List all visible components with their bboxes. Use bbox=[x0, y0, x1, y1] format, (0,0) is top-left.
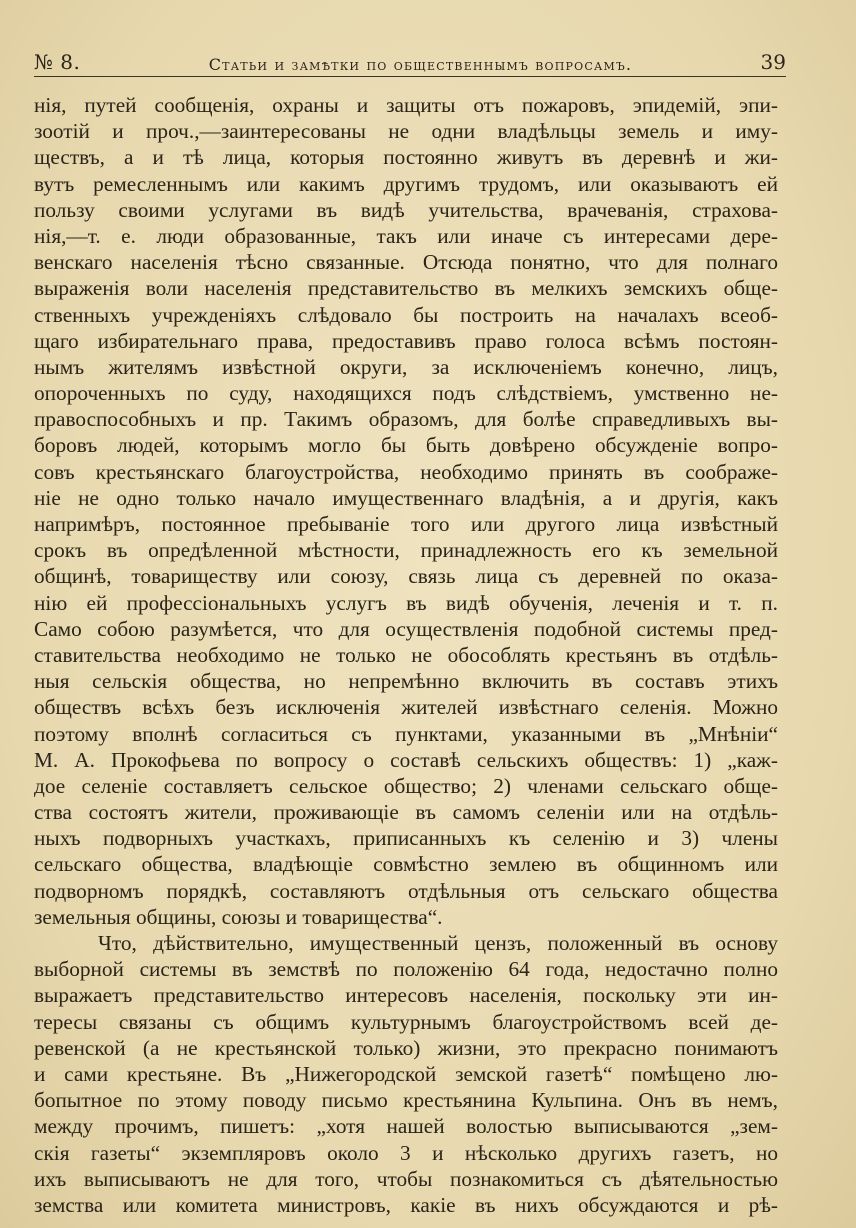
text-line: нымъ жителямъ извѣстной округи, за исключеніемъ конечно, лицъ, bbox=[34, 354, 778, 379]
text-line: ихъ выписываютъ не для того, чтобы познакомиться съ дѣятельностью bbox=[34, 1166, 778, 1191]
text-line: ревенской (а не крестьянской только) жизни, это прекрасно понимаютъ bbox=[34, 1035, 778, 1060]
text-line: ныхъ подворныхъ участкахъ, приписанныхъ къ селенію и 3) члены bbox=[34, 826, 778, 851]
text-line: и сами крестьяне. Въ „Нижегородской земской газетѣ“ помѣщено лю- bbox=[34, 1061, 778, 1086]
text-line: ственныхъ учрежденіяхъ слѣдовало бы построить на началахъ всеоб- bbox=[34, 302, 778, 327]
text-line: нію ей профессіональныхъ услугъ въ видѣ обученія, леченія и т. п. bbox=[34, 590, 778, 615]
text-line: бопытное по этому поводу письмо крестьянина Кульпина. Онъ въ немъ, bbox=[34, 1088, 778, 1113]
text-line: зоотій и проч.,—заинтересованы не одни владѣльцы земель и иму- bbox=[34, 119, 778, 144]
text-line: срокъ въ опредѣленной мѣстности, принадлежность его къ земельной bbox=[34, 538, 778, 563]
text-line: Само собою разумѣется, что для осуществленія подобной системы пред- bbox=[34, 616, 778, 641]
text-line: земства или комитета министровъ, какіе въ нихъ обсуждаются и рѣ- bbox=[34, 1192, 778, 1217]
text-line: М. А. Прокофьева по вопросу о составѣ сельскихъ обществъ: 1) „каж- bbox=[34, 747, 778, 772]
text-line: нія,—т. е. люди образованные, такъ или иначе съ интересами дере- bbox=[34, 223, 778, 248]
text-line: ніе не одно только начало имущественнаго владѣнія, а и другія, какъ bbox=[34, 485, 778, 510]
text-line: напримѣръ, постоянное пребываніе того или другого лица извѣстный bbox=[34, 512, 778, 536]
text-line: ныя сельскія общества, но непремѣнно включить въ составъ этихъ bbox=[34, 669, 778, 694]
text-line: выраженія воли населенія представительство въ мелкихъ земскихъ обще- bbox=[34, 276, 778, 301]
text-line: Что, дѣйствительно, имущественный цензъ, положенный въ основу bbox=[98, 931, 778, 955]
header-rule bbox=[34, 76, 786, 77]
text-line: правоспособныхъ и пр. Такимъ образомъ, для болѣе справедливыхъ вы- bbox=[34, 407, 778, 432]
text-line: ставительства необходимо не только не обособлять крестьянъ въ отдѣль- bbox=[34, 642, 778, 667]
text-line: выборной системы въ земствѣ по положенію 64 года, недостачно полно bbox=[34, 957, 778, 982]
text-line: ства состоятъ жители, проживающіе въ самомъ селеніи или на отдѣль- bbox=[34, 800, 778, 825]
text-line: обществъ всѣхъ безъ исключенія жителей извѣстнаго селенія. Можно bbox=[34, 695, 778, 720]
body-text bbox=[34, 92, 778, 1218]
text-line: выражаетъ представительство интересовъ населенія, поскольку эти ин- bbox=[34, 983, 778, 1008]
text-line: пользу своими услугами въ видѣ учительства, врачеванія, страхова- bbox=[34, 197, 778, 222]
text-line: сельскаго общества, владѣющіе совмѣстно землею въ общинномъ или bbox=[34, 852, 778, 877]
text-line: совъ крестьянскаго благоустройства, необходимо принять въ соображе- bbox=[34, 459, 778, 484]
text-line: боровъ людей, которымъ могло бы быть довѣрено обсужденіе вопро- bbox=[34, 433, 778, 458]
text-line: скія газеты“ экземпляровъ около 3 и нѣсколько другихъ газетъ, но bbox=[34, 1140, 778, 1165]
page-number: 39 bbox=[760, 50, 786, 74]
text-line: щаго избирательнаго права, предоставивъ право голоса всѣмъ постоян- bbox=[34, 328, 778, 353]
text-line: вутъ ремесленнымъ или какимъ другимъ трудомъ, или оказываютъ ей bbox=[34, 171, 778, 196]
text-line: нія, путей сообщенія, охраны и защиты отъ пожаровъ, эпидемій, эпи- bbox=[34, 93, 778, 117]
running-header bbox=[34, 44, 786, 74]
text-line: поэтому вполнѣ согласиться съ пунктами, указанными въ „Мнѣніи“ bbox=[34, 721, 778, 746]
text-line: дое селеніе составляетъ сельское общество; 2) членами сельскаго обще- bbox=[34, 773, 778, 798]
text-line: между прочимъ, пишетъ: „хотя нашей волостью выписываются „зем- bbox=[34, 1114, 778, 1139]
text-line: земельныя общины, союзы и товарищества“. bbox=[34, 904, 443, 929]
text-line: опороченныхъ по суду, находящихся подъ слѣдствіемъ, умственно не- bbox=[34, 381, 778, 406]
text-line: венскаго населенія тѣсно связанные. Отсюда понятно, что для полнаго bbox=[34, 250, 778, 275]
issue-number: № 8. bbox=[34, 50, 81, 74]
text-line: тересы связаны съ общимъ культурнымъ благоустройствомъ всей де- bbox=[34, 1009, 778, 1034]
section-title: Статьи и замѣтки по общественнымъ вопросамъ. bbox=[208, 55, 633, 74]
text-line: подворномъ порядкѣ, составляютъ отдѣльныя отъ сельскаго общества bbox=[34, 878, 778, 903]
text-line: общинѣ, товариществу или союзу, связь лица съ деревней по оказа- bbox=[34, 564, 778, 589]
text-line: ществъ, а и тѣ лица, которыя постоянно живутъ въ деревнѣ и жи- bbox=[34, 145, 778, 170]
